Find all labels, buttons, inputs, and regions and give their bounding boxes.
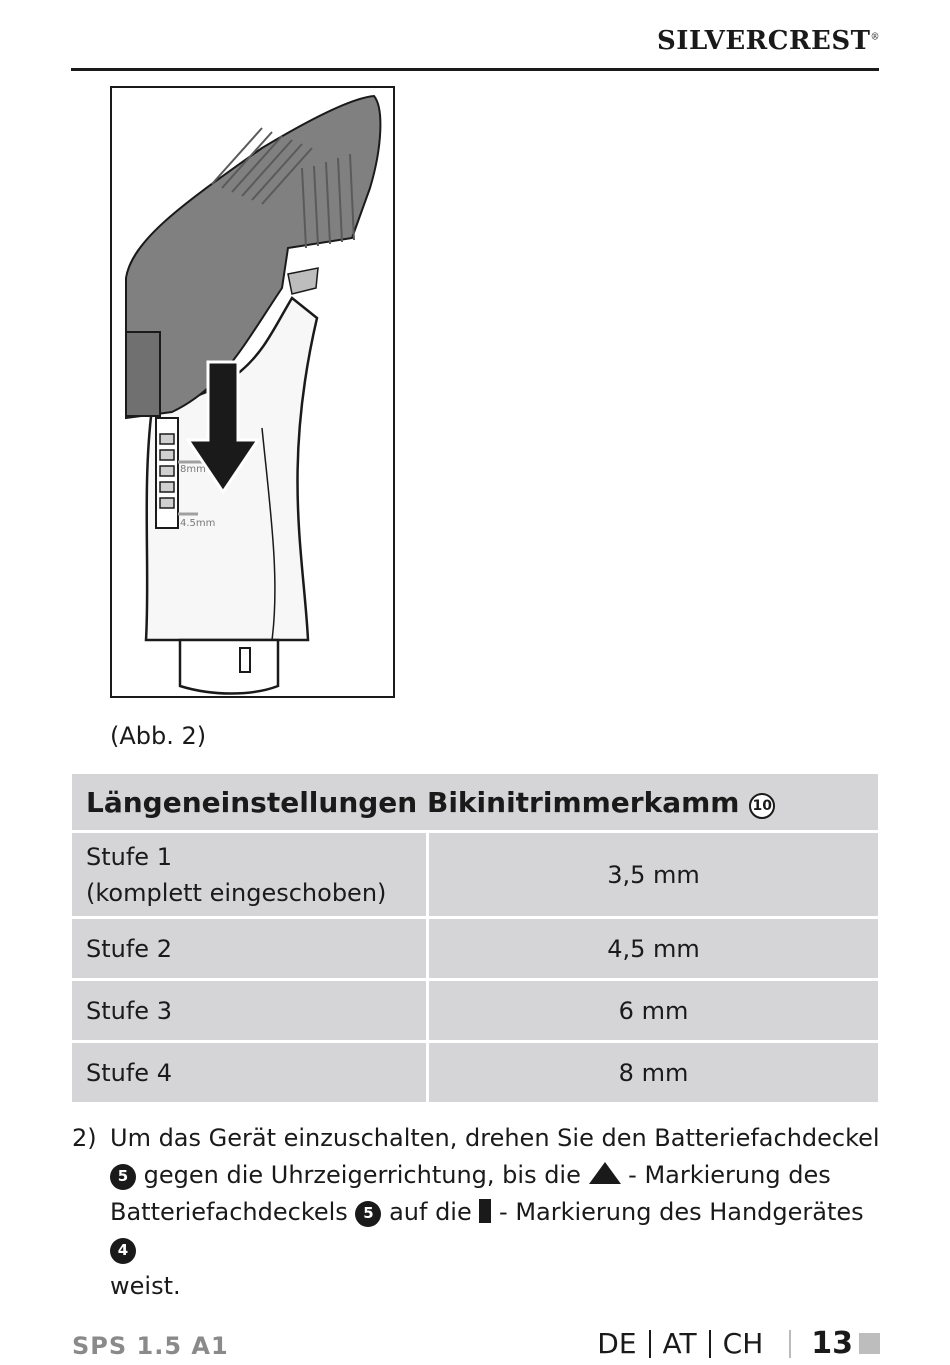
divider bbox=[649, 1330, 651, 1358]
battery-cover bbox=[180, 640, 278, 694]
figure-caption: (Abb. 2) bbox=[110, 722, 207, 750]
brand-logo: SILVERCREST® bbox=[657, 26, 880, 56]
row-label: Stufe 2 bbox=[72, 919, 429, 981]
table-title: Längeneinstellungen Bikinitrimmerkamm 10 bbox=[72, 774, 878, 833]
row-value: 4,5 mm bbox=[429, 919, 878, 981]
row-label: Stufe 1 (komplett eingeschoben) bbox=[72, 833, 429, 919]
row-value: 6 mm bbox=[429, 981, 878, 1043]
table-row bbox=[72, 1043, 878, 1102]
cover-marking bbox=[240, 648, 250, 672]
page-number: 13 bbox=[811, 1326, 853, 1361]
ref-number-badge: 10 bbox=[749, 793, 775, 819]
header-rule bbox=[71, 68, 879, 71]
table-header-row bbox=[72, 774, 878, 833]
divider bbox=[709, 1330, 711, 1358]
comb-slider bbox=[126, 332, 160, 416]
country-at: AT bbox=[662, 1327, 697, 1360]
ref-number-badge: 5 bbox=[355, 1201, 381, 1227]
blade-teeth bbox=[288, 268, 318, 294]
figure-illustration bbox=[110, 86, 395, 698]
country-ch: CH bbox=[722, 1327, 764, 1360]
ref-number-badge: 5 bbox=[110, 1164, 136, 1190]
trimmer-comb-illustration bbox=[112, 88, 393, 696]
row-label: Stufe 4 bbox=[72, 1043, 429, 1102]
bar-marker-icon bbox=[479, 1199, 491, 1223]
row-value: 8 mm bbox=[429, 1043, 878, 1102]
length-settings-table bbox=[72, 774, 878, 1102]
divider bbox=[789, 1330, 791, 1358]
country-de: DE bbox=[597, 1327, 637, 1360]
instruction-step bbox=[72, 1120, 882, 1305]
step-number: 2) bbox=[72, 1124, 97, 1152]
table-row bbox=[72, 833, 878, 919]
ref-number-badge: 4 bbox=[110, 1238, 136, 1264]
table-row bbox=[72, 919, 878, 981]
scale-label-45mm: 4.5mm bbox=[180, 518, 216, 529]
step-text: Um das Gerät einzuschalten, drehen Sie den Batteriefachdeckel 5 gegen die Uhrzeigerrichtung, bis die - Markierung des Batteriefachdeckels 5 auf die - Markierung des Handgerätes 4 weist. bbox=[110, 1124, 880, 1300]
footer-navigation bbox=[597, 1326, 880, 1361]
row-label: Stufe 3 bbox=[72, 981, 429, 1043]
scale-label-8mm: 8mm bbox=[180, 464, 206, 475]
triangle-marker-icon bbox=[589, 1162, 621, 1184]
footer-model-number: SPS 1.5 A1 bbox=[72, 1332, 229, 1360]
table-row bbox=[72, 981, 878, 1043]
page-square-icon bbox=[859, 1333, 880, 1354]
row-value: 3,5 mm bbox=[429, 833, 878, 919]
